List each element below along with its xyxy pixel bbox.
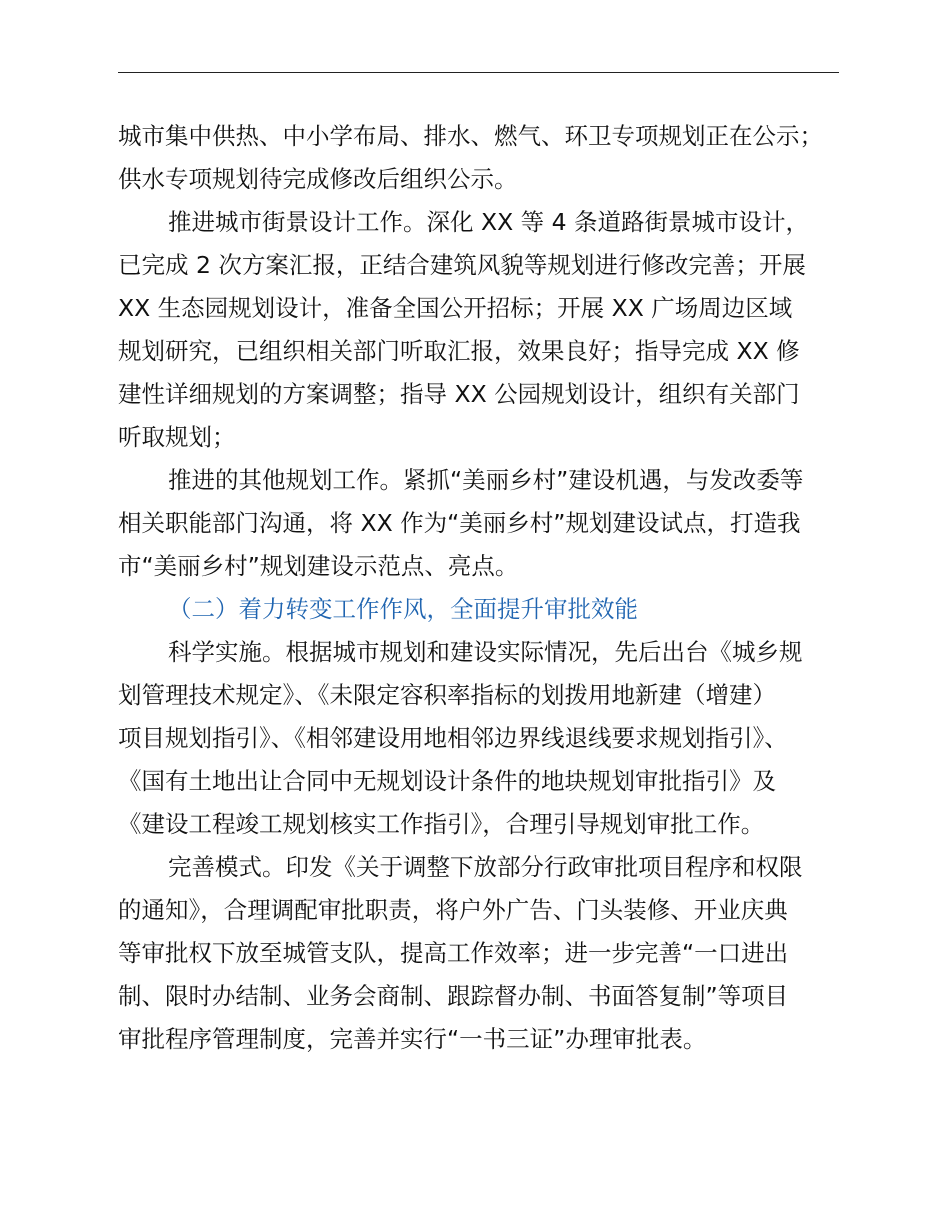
header-rule xyxy=(118,72,839,73)
text-line: 审批程序管理制度，完善并实行“一书三证”办理审批表。 xyxy=(118,1025,707,1053)
paragraph-start-line: 科学实施。根据城市规划和建设实际情况，先后出台《城乡规 xyxy=(168,638,803,666)
text-line: XX 生态园规划设计，准备全国公开招标；开展 XX 广场周边区域 xyxy=(118,294,793,322)
text-line: 等审批权下放至城管支队，提高工作效率；进一步完善“一口进出 xyxy=(118,939,789,967)
text-line: 供水专项规划待完成修改后组织公示。 xyxy=(118,165,518,193)
text-line: 的通知》，合理调配审批职责，将户外广告、门头装修、开业庆典 xyxy=(118,896,788,924)
text-line: 《建设工程竣工规划核实工作指引》，合理引导规划审批工作。 xyxy=(118,810,765,838)
text-line: 相关职能部门沟通，将 XX 作为“美丽乡村”规划建设试点，打造我 xyxy=(118,509,801,537)
text-line: 划管理技术规定》、《未限定容积率指标的划拨用地新建（增建） xyxy=(118,681,776,709)
text-line: 制、限时办结制、业务会商制、跟踪督办制、书面答复制”等项目 xyxy=(118,982,789,1010)
paragraph-start-line: 推进的其他规划工作。紧抓“美丽乡村”建设机遇，与发改委等 xyxy=(168,466,804,494)
paragraph-start-line: 推进城市街景设计工作。深化 XX 等 4 条道路街景城市设计， xyxy=(168,208,810,236)
document-body xyxy=(118,115,878,1061)
text-line: 听取规划； xyxy=(118,423,236,451)
text-line: 规划研究，已组织相关部门听取汇报，效果良好；指导完成 XX 修 xyxy=(118,337,800,365)
text-line: 城市集中供热、中小学布局、排水、燃气、环卫专项规划正在公示； xyxy=(118,122,823,150)
text-line: 项目规划指引》、《相邻建设用地相邻边界线退线要求规划指引》、 xyxy=(118,724,788,752)
paragraph-start-line: 完善模式。印发《关于调整下放部分行政审批项目程序和权限 xyxy=(168,853,803,881)
text-line: 已完成 2 次方案汇报，正结合建筑风貌等规划进行修改完善；开展 xyxy=(118,251,806,279)
text-line: 建性详细规划的方案调整；指导 XX 公园规划设计，组织有关部门 xyxy=(118,380,800,408)
text-line: 市“美丽乡村”规划建设示范点、亮点。 xyxy=(118,552,519,580)
section-heading: （二）着力转变工作作风，全面提升审批效能 xyxy=(168,595,638,623)
text-line: 《国有土地出让合同中无规划设计条件的地块规划审批指引》及 xyxy=(118,767,776,795)
